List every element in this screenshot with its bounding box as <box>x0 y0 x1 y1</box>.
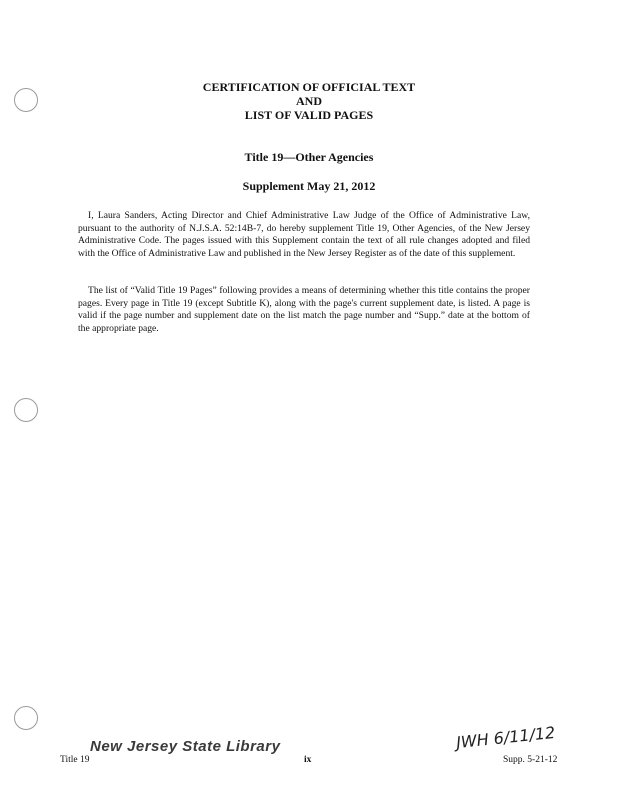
heading-line-1: CERTIFICATION OF OFFICIAL TEXT <box>202 80 416 94</box>
heading-line-2: AND <box>296 94 322 108</box>
heading-line-3: LIST OF VALID PAGES <box>244 108 374 122</box>
title-heading: Title 19—Other Agencies <box>244 150 374 164</box>
footer-title: Title 19 <box>60 755 90 765</box>
library-stamp: New Jersey State Library <box>90 738 281 755</box>
punch-hole-bottom <box>14 706 38 730</box>
valid-pages-paragraph: The list of “Valid Title 19 Pages” following provides a means of determining whether this title contains the proper pages. Every page in Title 19 (except Subtitle K), along with the page's current supplement date, is listed. A page is valid if the page number and supplement date on the list match the page number and “Supp.” date at the bottom of the appropriate page. <box>78 285 530 334</box>
footer-supplement: Supp. 5-21-12 <box>503 755 558 765</box>
supplement-date-heading: Supplement May 21, 2012 <box>242 179 376 193</box>
handwritten-initials: JWH 6/11/12 <box>455 722 557 753</box>
punch-hole-middle <box>14 398 38 422</box>
certification-paragraph: I, Laura Sanders, Acting Director and Chief Administrative Law Judge of the Office of Administrative Law, pursuant to the authority of N.J.S.A. 52:14B-7, do hereby supplement Title 19, Other Agencies, of the New Jersey Administrative Code. The pages issued with this Supplement contain the text of all rule changes adopted and filed with the Office of Administrative Law and published in the New Jersey Register as of the date of this supplement. <box>78 210 530 259</box>
page-number: ix <box>304 755 312 765</box>
